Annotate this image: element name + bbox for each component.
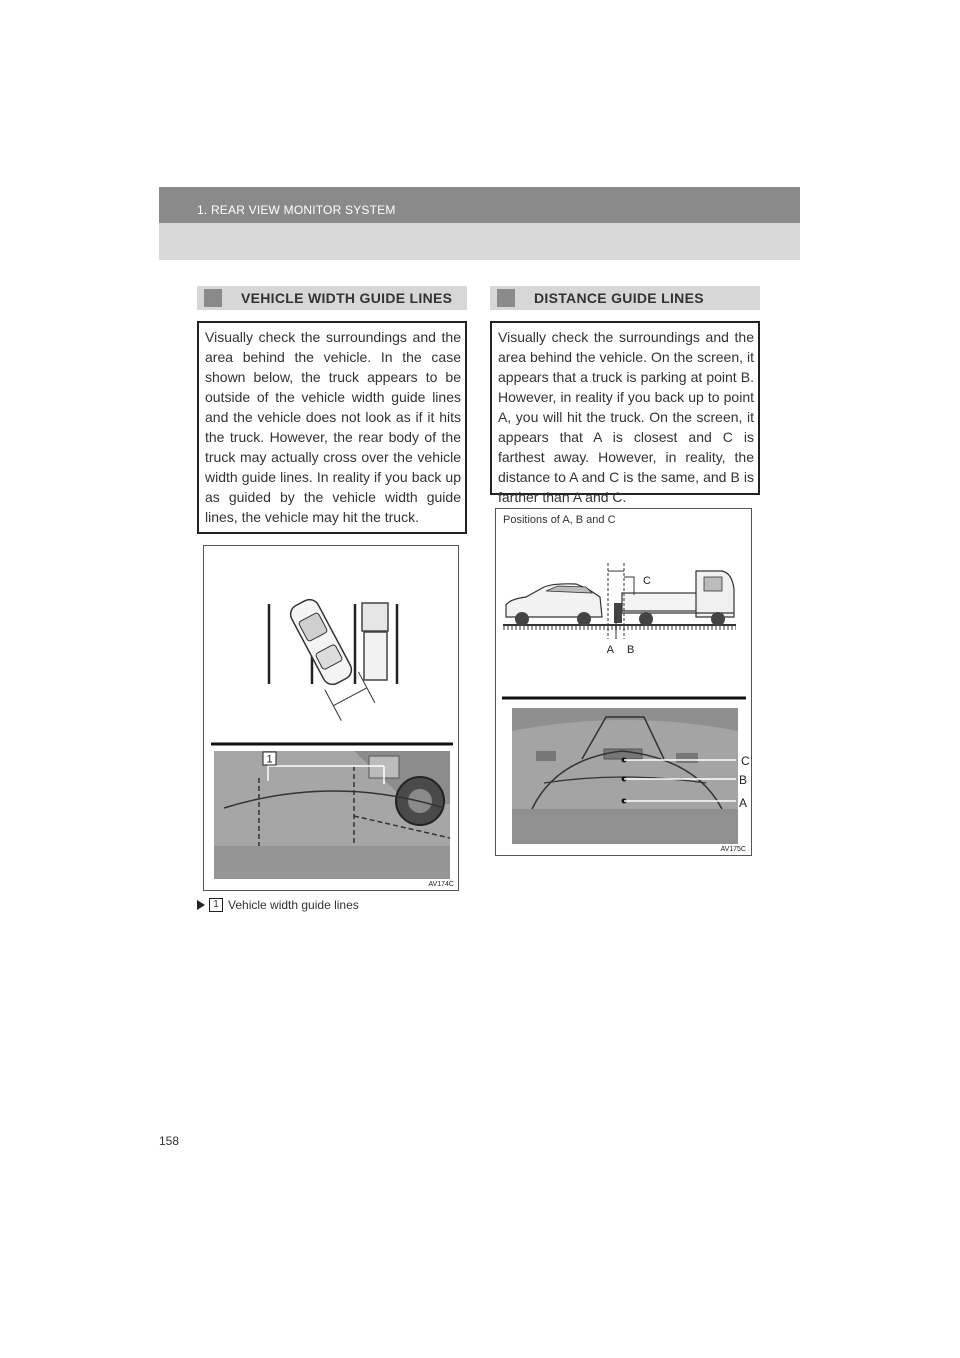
side-label-b: B xyxy=(627,644,635,656)
vehicle-width-figure xyxy=(203,545,459,891)
header-bar xyxy=(159,187,800,223)
callout-number: 1 xyxy=(266,753,273,766)
caption-text: Vehicle width guide lines xyxy=(228,898,359,912)
figure-code: AV175C xyxy=(720,846,746,853)
left-section-heading xyxy=(197,286,467,310)
page-number: 158 xyxy=(159,1134,180,1148)
screen-label-c: C xyxy=(741,754,750,768)
vehicle-width-illustration xyxy=(204,546,458,890)
figure-caption xyxy=(197,898,359,912)
caption-number: 1 xyxy=(209,898,223,912)
side-label-c: C xyxy=(643,575,651,587)
right-body-text: Visually check the surroundings and the area behind the vehicle. On the screen, it appears that a truck is parking at point B. However, in reality if you back up to point A, you will hit the truck. On the screen, it appears that A is closest and C is farthest away. However, in reality, the distance to A and C is the same, and B is farther than A and C. xyxy=(490,321,760,495)
right-heading-text: DISTANCE GUIDE LINES xyxy=(534,290,704,306)
right-section-heading xyxy=(490,286,760,310)
heading-marker xyxy=(497,289,515,307)
distance-figure xyxy=(495,508,752,856)
distance-illustration xyxy=(496,509,751,855)
left-heading-text: VEHICLE WIDTH GUIDE LINES xyxy=(241,290,453,306)
figure-code: AV174C xyxy=(428,881,454,888)
left-body-text: Visually check the surroundings and the area behind the vehicle. In the case shown below, the truck appears to be outside of the vehicle width guide lines and the vehicle does not look as if it hits the truck. However, the rear body of the truck may actually cross over the vehicle width guide lines. In reality if you back up as guided by the vehicle width guide lines, the vehicle may hit the truck. xyxy=(197,321,467,534)
figure-title: Positions of A, B and C xyxy=(503,514,616,526)
pointer-icon xyxy=(197,900,205,910)
header-band xyxy=(159,223,800,260)
section-title: 1. REAR VIEW MONITOR SYSTEM xyxy=(197,203,396,217)
screen-label-a: A xyxy=(739,796,748,810)
heading-marker xyxy=(204,289,222,307)
screen-label-b: B xyxy=(739,773,748,787)
side-label-a: A xyxy=(606,644,614,656)
